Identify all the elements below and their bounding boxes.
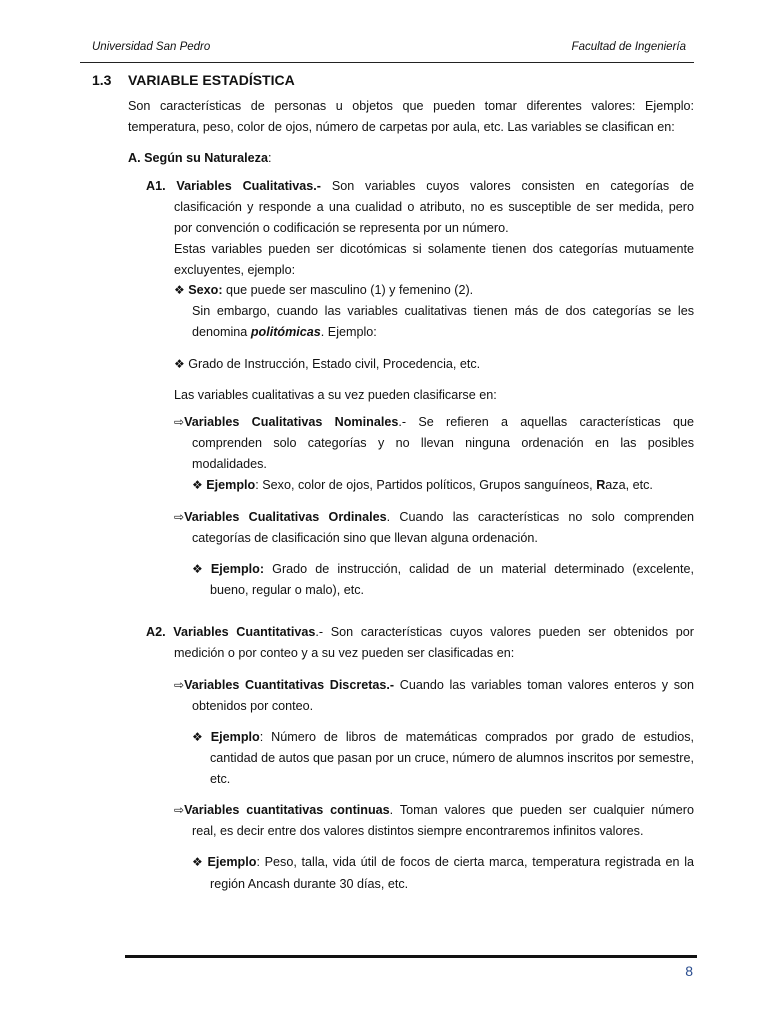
discretas-line-2: obtenidos por conteo. xyxy=(192,699,314,713)
a2-line-2: medición o por conteo y a su vez pueden ser clasificadas en: xyxy=(174,646,515,660)
subsection-a: A. Según su Naturaleza: xyxy=(128,151,272,165)
section-number: 1.3 xyxy=(92,72,112,88)
a2-label: A2. Variables Cuantitativas xyxy=(146,625,316,639)
header-rule xyxy=(80,62,694,63)
continuas-line-1: ⇨Variables cuantitativas continuas. Toman valores que pueden ser cualquier número xyxy=(174,803,694,817)
diamond-bullet-icon: ❖ xyxy=(192,855,203,869)
header-university: Universidad San Pedro xyxy=(92,41,211,53)
ordinales-example-line-1: ❖ Ejemplo: Grado de instrucción, calidad de un material determinado (excelente, xyxy=(192,562,695,576)
diamond-bullet-icon: ❖ xyxy=(192,562,203,576)
ordinales-example-line-2: bueno, regular o malo), etc. xyxy=(210,583,365,597)
page-number: 8 xyxy=(685,963,693,979)
a2-line-1: A2. Variables Cuantitativas.- Son características cuyos valores pueden ser obtenidos por xyxy=(146,625,694,639)
intro-line-2: temperatura, peso, color de ojos, número de carpetas por aula, etc. Las variables se clasifican en: xyxy=(128,120,675,134)
continuas-line-2: real, es decir entre dos valores distintos siempre encontraremos infinitos valores. xyxy=(192,824,644,838)
discretas-example-line-2: cantidad de autos que pasan por un cruce, número de alumnos inscritos por semestre, xyxy=(210,751,694,765)
arrow-bullet-icon: ⇨ xyxy=(174,803,185,817)
nominales-line-1: ⇨Variables Cualitativas Nominales.- Se refieren a aquellas características que xyxy=(174,415,694,429)
arrow-bullet-icon: ⇨ xyxy=(174,678,185,692)
sin-embargo-line-1: Sin embargo, cuando las variables cualitativas tienen más de dos categorías se les xyxy=(192,304,694,318)
ordinales-line-1: ⇨Variables Cualitativas Ordinales. Cuando las características no solo comprenden xyxy=(174,510,694,524)
diamond-bullet-icon: ❖ xyxy=(192,478,203,492)
clasificacion-intro: Las variables cualitativas a su vez pueden clasificarse en: xyxy=(174,388,497,402)
a1-line-4: Estas variables pueden ser dicotómicas si solamente tienen dos categorías mutuamente xyxy=(174,242,694,256)
grado-item: ❖ Grado de Instrucción, Estado civil, Procedencia, etc. xyxy=(174,357,481,371)
discretas-line-1: ⇨Variables Cuantitativas Discretas.- Cuando las variables toman valores enteros y son xyxy=(174,678,694,692)
sin-embargo-line-2: denomina politómicas. Ejemplo: xyxy=(192,325,377,339)
diamond-bullet-icon: ❖ xyxy=(174,357,185,371)
a1-line-1: A1. Variables Cualitativas.- Son variables cuyos valores consisten en categorías de xyxy=(146,179,694,193)
a1-line-3: por convención o codificación se representa por un número. xyxy=(174,221,509,235)
header-faculty: Facultad de Ingeniería xyxy=(571,41,686,53)
discretas-example-line-1: ❖ Ejemplo: Número de libros de matemáticas comprados por grado de estudios, xyxy=(192,730,695,744)
a1-label: A1. Variables Cualitativas.- xyxy=(146,179,321,193)
diamond-bullet-icon: ❖ xyxy=(192,730,203,744)
ordinales-line-2: categorías de clasificación sino que llevan alguna ordenación. xyxy=(192,531,538,545)
a1-line-2: clasificación y responde a una cualidad o atributo, no es susceptible de ser medida, pero xyxy=(174,200,694,214)
continuas-example-line-2: región Ancash durante 30 días, etc. xyxy=(210,877,409,891)
diamond-bullet-icon: ❖ xyxy=(174,283,185,297)
a1-line-5: excluyentes, ejemplo: xyxy=(174,263,296,277)
arrow-bullet-icon: ⇨ xyxy=(174,415,185,429)
discretas-example-line-3: etc. xyxy=(210,772,231,786)
intro-line-1: Son características de personas u objetos que pueden tomar diferentes valores: Ejemplo: xyxy=(128,99,694,113)
nominales-example: ❖ Ejemplo: Sexo, color de ojos, Partidos políticos, Grupos sanguíneos, Raza, etc. xyxy=(192,478,653,492)
sexo-item: ❖ Sexo: que puede ser masculino (1) y femenino (2). xyxy=(174,283,474,297)
section-title: VARIABLE ESTADÍSTICA xyxy=(128,72,295,88)
subsection-a-label: A. Según su Naturaleza xyxy=(128,151,268,165)
continuas-example-line-1: ❖ Ejemplo: Peso, talla, vida útil de focos de cierta marca, temperatura registrada en la xyxy=(192,855,694,869)
footer-rule xyxy=(125,955,697,958)
nominales-line-3: modalidades. xyxy=(192,457,267,471)
nominales-line-2: comprenden solo categorías y no llevan ninguna ordenación en las posibles xyxy=(192,436,694,450)
arrow-bullet-icon: ⇨ xyxy=(174,510,185,524)
